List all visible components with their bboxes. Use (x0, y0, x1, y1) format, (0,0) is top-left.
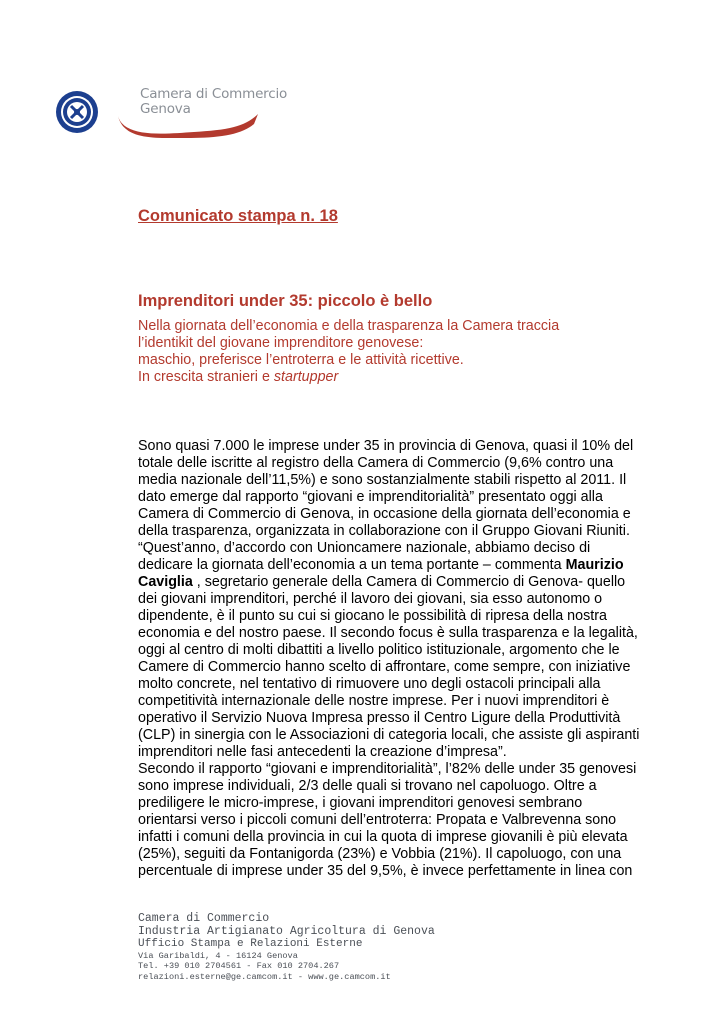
headline: Imprenditori under 35: piccolo è bello (138, 292, 433, 310)
body-line: “Quest’anno, d’accordo con Unioncamere nazionale, abbiamo deciso di (138, 540, 591, 556)
footer-phone: Tel. +39 010 2704561 - Fax 010 2704.267 (138, 961, 340, 971)
person-name-last: Caviglia (138, 574, 193, 590)
body-line: economia e del nostro paese. Il secondo focus è sulla trasparenza e la legalità, (138, 625, 638, 641)
body-line: dipendente, è il punto su cui si giocano le possibilità di ripresa della nostra (138, 608, 607, 624)
body-line: della trasparenza, organizzata in collaborazione con il Gruppo Giovani Riuniti. (138, 523, 630, 539)
body-line: oggi al centro di molti dibattiti a livello politico istituzionale, argomento che le (138, 642, 620, 658)
paragraph-3 (138, 761, 658, 880)
press-release-number: Comunicato stampa n. 18 (138, 207, 338, 225)
body-line: molto concrete, nel tentativo di rimuovere uno degli ostacoli principali alla (138, 676, 601, 692)
footer-org: Camera di Commercio (138, 912, 270, 925)
subtitle (138, 318, 658, 386)
body-line: orientarsi verso i piccoli comuni dell’entroterra: Propata e Valbrevenna sono (138, 812, 617, 828)
body-line: totale delle iscritte al registro della Camera di Commercio (9,6% contro una (138, 455, 614, 471)
logo-swoosh (118, 114, 258, 138)
body-line: Sono quasi 7.000 le imprese under 35 in provincia di Genova, quasi il 10% del (138, 438, 634, 454)
body-line: (CLP) in sinergia con le Associazioni di categoria locali, che assiste gli aspiranti (138, 727, 640, 743)
body-line: dato emerge dal rapporto “giovani e imprenditorialità” presentato oggi alla (138, 489, 603, 505)
seal-icon (56, 91, 98, 133)
body-line: imprenditori nelle fasi antecedenti la creazione d’impresa”. (138, 744, 507, 760)
body-text: dedicare la giornata dell’economia a un tema portante – commenta (138, 557, 566, 573)
body-line: media nazionale dell’11,5%) e sono sostanzialmente stabili rispetto al 2011. Il (138, 472, 627, 488)
logo-line-1: Camera di Commercio (140, 86, 288, 102)
footer-address: Via Garibaldi, 4 - 16124 Genova (138, 950, 298, 961)
body-line (138, 574, 658, 591)
subtitle-line: Nella giornata dell’economia e della trasparenza la Camera traccia (138, 318, 560, 334)
logo-line-2: Genova (140, 101, 191, 117)
footer-contact (138, 912, 435, 982)
subtitle-line (138, 369, 658, 386)
body-line: sono imprese individuali, 2/3 delle quali si trovano nel capoluogo. Oltre a (138, 778, 597, 794)
logo-text (140, 87, 287, 117)
person-name-first: Maurizio (565, 557, 624, 573)
body-line: operativo il Servizio Nuova Impresa presso il Centro Ligure della Produttività (138, 710, 621, 726)
body-line: infatti i comuni della provincia in cui la quota di imprese giovanili è più elevata (138, 829, 628, 845)
footer-office: Ufficio Stampa e Relazioni Esterne (138, 938, 363, 950)
footer-org-full: Industria Artigianato Agricoltura di Genova (138, 925, 435, 938)
subtitle-line: maschio, preferisce l’entroterra e le attività ricettive. (138, 352, 464, 368)
body-line: Secondo il rapporto “giovani e imprenditorialità”, l’82% delle under 35 genovesi (138, 761, 637, 777)
subtitle-text: In crescita stranieri e (138, 369, 274, 385)
body-text: , segretario generale della Camera di Commercio di Genova- quello (192, 574, 626, 590)
body-line: competitività internazionale delle nostre imprese. Per i nuovi imprenditori è (138, 693, 610, 709)
article-body (138, 438, 658, 880)
body-line (138, 557, 658, 574)
body-line: dei giovani imprenditori, perché il lavoro dei giovani, sia esso autonomo o (138, 591, 603, 607)
paragraph-2 (138, 540, 658, 761)
subtitle-italic: startupper (273, 369, 339, 385)
paragraph-1 (138, 438, 658, 540)
body-line: Camera di Commercio di Genova, in occasione della giornata dell’economia e (138, 506, 631, 522)
body-line: Camere di Commercio hanno scelto di affrontare, come sempre, con iniziative (138, 659, 631, 675)
footer-email-web: relazioni.esterne@ge.camcom.it - www.ge.camcom.it (138, 971, 391, 982)
body-line: (25%), seguiti da Fontanigorda (23%) e Vobbia (21%). Il capoluogo, con una (138, 846, 622, 862)
body-line: prediligere le micro-imprese, i giovani imprenditori genovesi sembrano (138, 795, 583, 811)
subtitle-line: l’identikit del giovane imprenditore genovese: (138, 335, 424, 351)
body-line: percentuale di imprese under 35 del 9,5%, è invece perfettamente in linea con (138, 863, 633, 879)
